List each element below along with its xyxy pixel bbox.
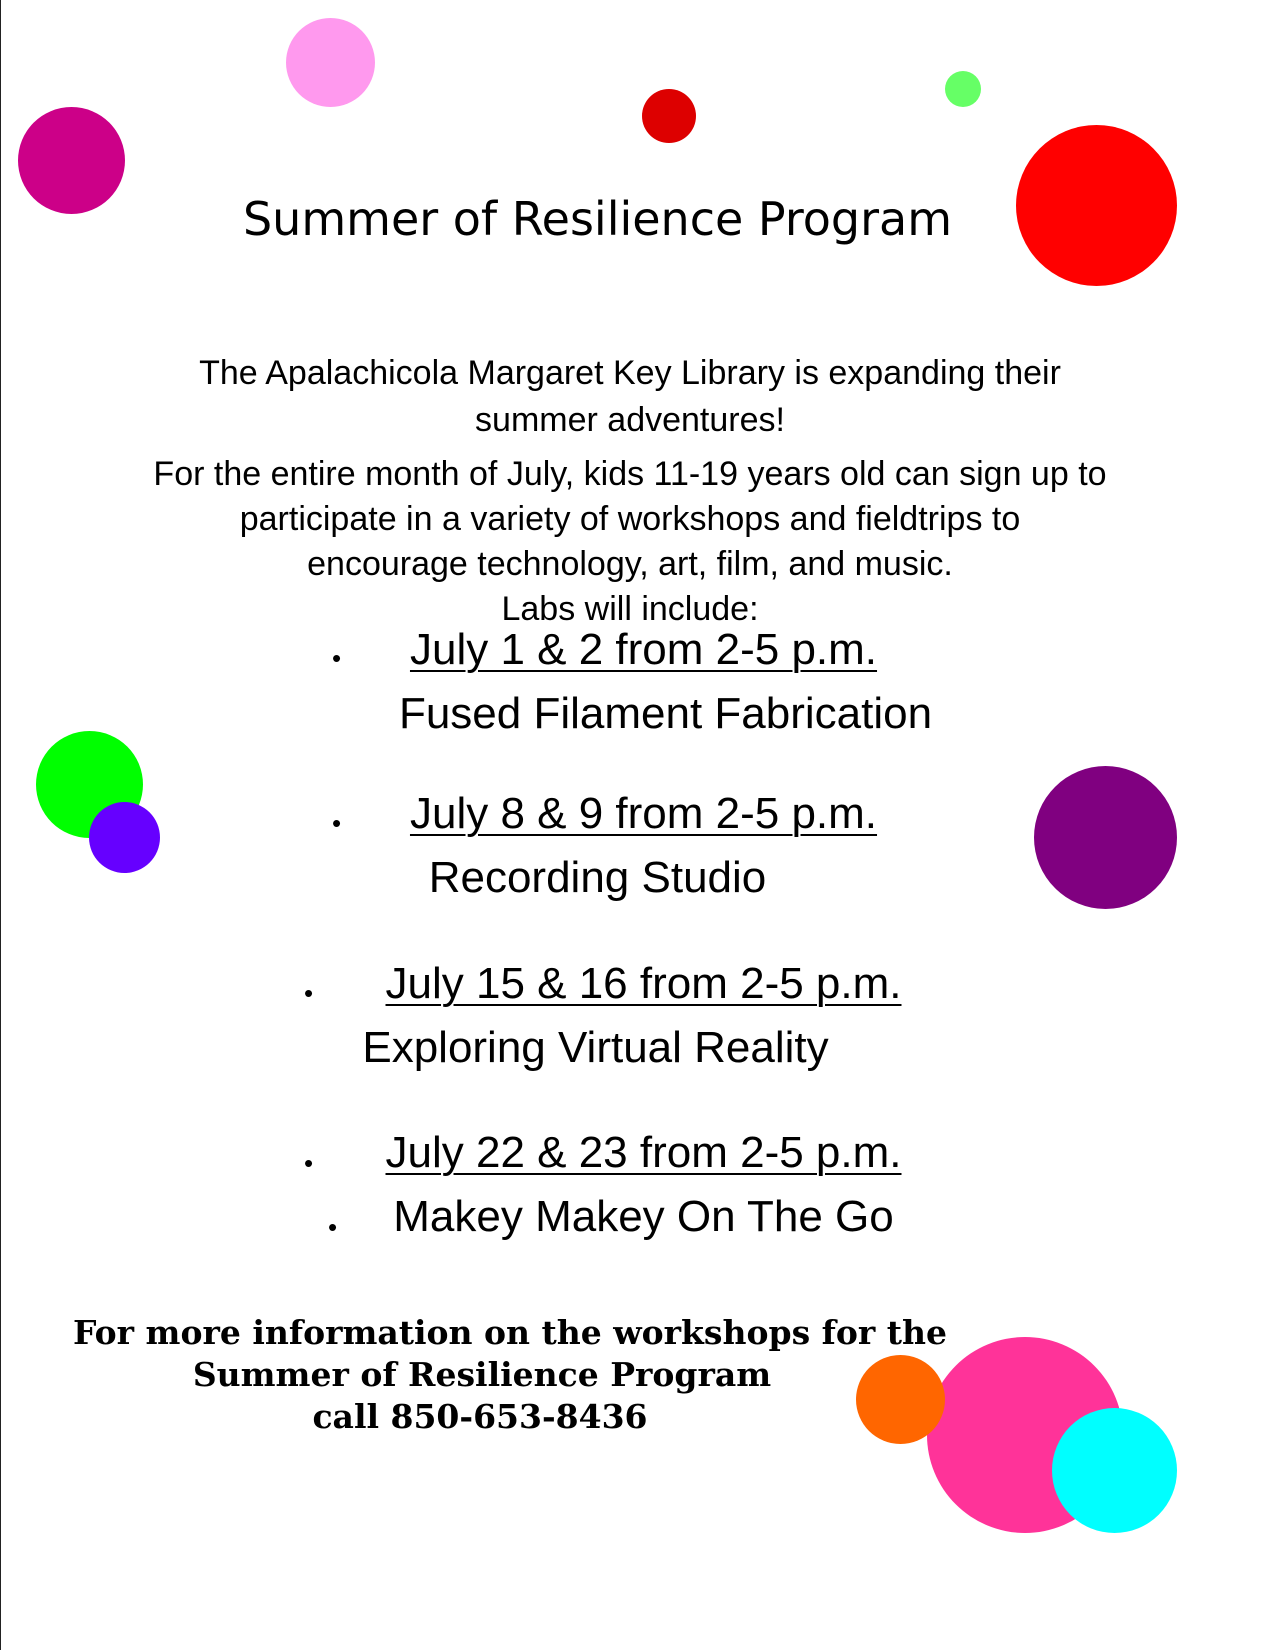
lab-name: Exploring Virtual Reality (362, 1023, 829, 1072)
decorative-circle-cyan (1052, 1408, 1177, 1533)
lab-name: Fused Filament Fabrication (398, 689, 933, 738)
decorative-circle-light-pink (286, 18, 375, 107)
contact-info (60, 1312, 960, 1438)
decorative-circle-light-green (945, 71, 981, 107)
bullet-icon: • (328, 1212, 338, 1242)
intro-text (40, 350, 1220, 632)
intro-line: Labs will include: (501, 590, 759, 628)
intro-line: The Apalachicola Margaret Key Library is expanding their (199, 354, 1061, 392)
lab-date: July 1 & 2 from 2-5 p.m. (409, 625, 878, 674)
footer-line: For more information on the workshops for the (73, 1313, 947, 1352)
lab-date: July 8 & 9 from 2-5 p.m. (409, 789, 878, 838)
lab-name: Makey Makey On The Go (393, 1192, 894, 1241)
footer-line: Summer of Resilience Program (192, 1355, 772, 1394)
phone-number: call 850-653-8436 (312, 1397, 648, 1436)
decorative-circle-dark-red (642, 89, 696, 143)
intro-line: For the entire month of July, kids 11-19 years old can sign up to (153, 455, 1107, 493)
intro-line: participate in a variety of workshops and fieldtrips to (239, 500, 1021, 538)
lab-date: July 15 & 16 from 2-5 p.m. (385, 959, 902, 1008)
intro-line: summer adventures! (475, 401, 785, 439)
flyer-title: Summer of Resilience Program (242, 192, 953, 246)
bullet-icon: • (332, 643, 342, 673)
bullet-icon: • (332, 808, 342, 838)
intro-line: encourage technology, art, film, and music. (307, 545, 953, 583)
lab-date: July 22 & 23 from 2-5 p.m. (385, 1128, 902, 1177)
bullet-icon: • (304, 1148, 314, 1178)
bullet-icon: • (304, 978, 314, 1008)
lab-name: Recording Studio (428, 853, 767, 902)
